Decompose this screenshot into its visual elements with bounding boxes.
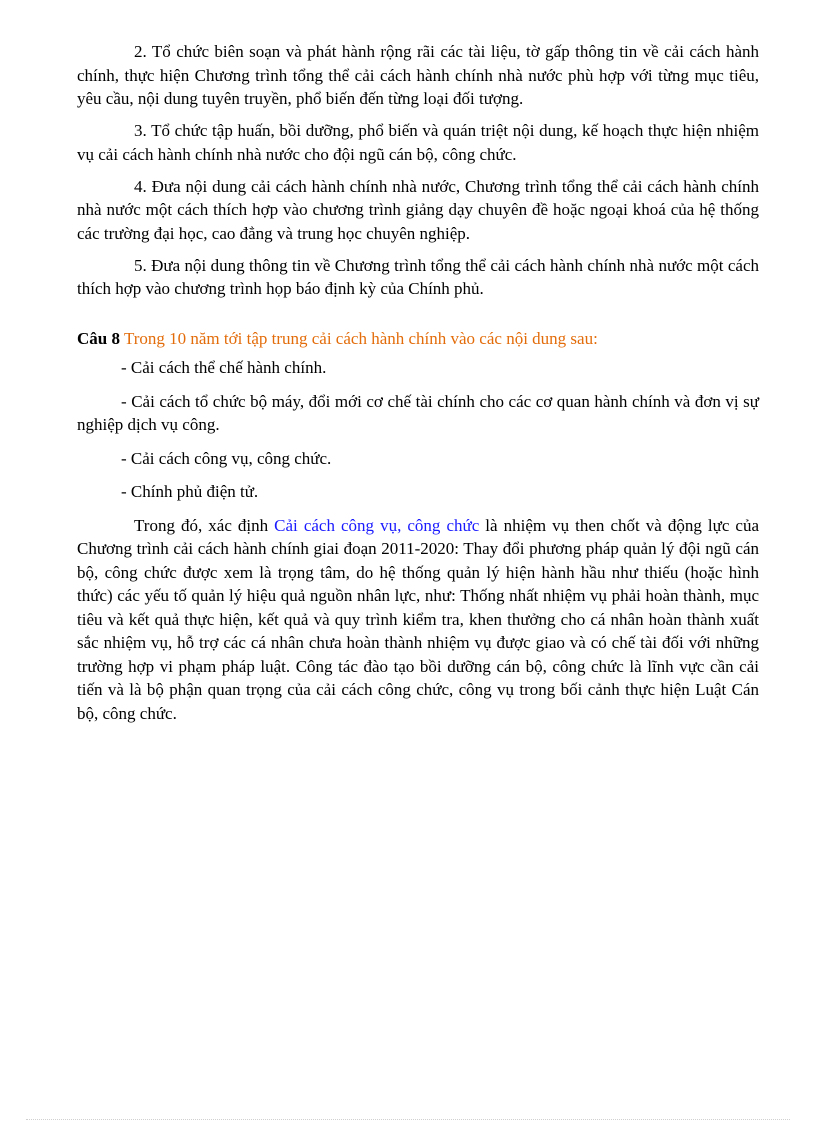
document-body [77, 40, 759, 725]
question-label: Câu 8 [77, 328, 120, 348]
list-item-institutional-reform: - Cải cách thể chế hành chính. [121, 358, 327, 377]
list-item-organization-reform: - Cải cách tổ chức bộ máy, đổi mới cơ chế tài chính cho các cơ quan hành chính và đơn vị sự nghiệp dịch vụ công. [77, 391, 759, 434]
list-item-e-government: - Chính phủ điện tử. [121, 482, 259, 501]
paragraph-item-2: 2. Tổ chức biên soạn và phát hành rộng rãi các tài liệu, tờ gấp thông tin về cải cách hành chính, thực hiện Chương trình tổng thể cải cách hành chính nhà nước phù hợp với từng mục tiêu, yêu cầu, nội dung tuyên truyền, phổ biến đến từng loại đối tượng. [77, 42, 759, 108]
summary-highlight: Cải cách công vụ, công chức [274, 515, 480, 535]
paragraph-item-4: 4. Đưa nội dung cải cách hành chính nhà nước, Chương trình tổng thể cải cách hành chính nhà nước một cách thích hợp vào chương trình giảng dạy chuyên đề hoặc ngoại khoá của hệ thống các trường đại học, cao đẳng và trung học chuyên nghiệp. [77, 176, 759, 243]
summary-paragraph [77, 514, 759, 726]
summary-text-before: Trong đó, xác định [134, 515, 275, 535]
summary-text-after: là nhiệm vụ then chốt và động lực của Chương trình cải cách hành chính giai đoạn 2011-2020: Thay đổi phương pháp quản lý đội ngũ cán bộ, công chức được xem là trọng tâm, do hệ thống quản lý hiện hành hầu như thiếu (hoặc hình thức) các yếu tố quản lý hiệu quả nguồn nhân lực, như: Thống nhất nhiệm vụ phải hoàn thành, mục tiêu và kết quả thực hiện, kết quả và quy trình kiểm tra, khen thưởng cho cá nhân hoàn thành xuất sắc nhiệm vụ, hỗ trợ các cá nhân chưa hoàn thành nhiệm vụ được giao và có chế tài đối với những trường hợp vi phạm pháp luật. Công tác đào tạo bồi dưỡng cán bộ, công chức là lĩnh vực cần cải tiến và là bộ phận quan trọng của cải cách công chức, công vụ trong bối cảnh thực hiện Luật Cán bộ, công chức. [77, 515, 760, 723]
page-bottom-divider [26, 1119, 790, 1120]
question-text: Trong 10 năm tới tập trung cải cách hành chính vào các nội dung sau: [123, 328, 598, 348]
paragraph-item-3: 3. Tổ chức tập huấn, bồi dưỡng, phổ biến và quán triệt nội dung, kế hoạch thực hiện nhiệm vụ cải cách hành chính nhà nước cho đội ngũ cán bộ, công chức. [77, 121, 759, 164]
list-item-civil-service-reform: - Cải cách công vụ, công chức. [121, 448, 332, 468]
question-heading [77, 327, 759, 351]
paragraph-item-5: 5. Đưa nội dung thông tin về Chương trình tổng thể cải cách hành chính nhà nước một cách thích hợp vào chương trình họp báo định kỳ của Chính phủ. [77, 255, 759, 298]
